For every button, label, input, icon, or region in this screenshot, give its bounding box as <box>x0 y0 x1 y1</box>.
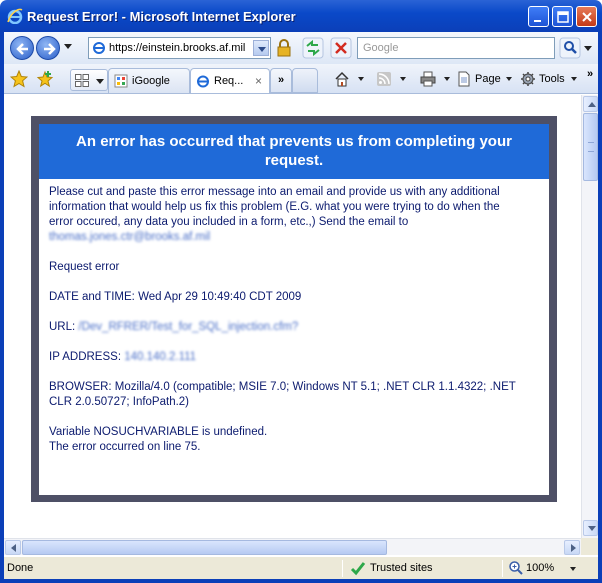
browser-line: CLR 2.0.50727; InfoPath.2) <box>49 396 190 408</box>
error-intro-line: information that would help us fix this problem (E.G. what you were trying to do when the <box>49 201 500 213</box>
datetime-value: Wed Apr 29 10:49:40 CDT 2009 <box>138 291 302 303</box>
status-text: Done <box>7 562 34 574</box>
search-icon[interactable] <box>559 37 581 59</box>
tab-list-dropdown[interactable] <box>96 79 104 84</box>
title-bar <box>0 0 602 32</box>
horizontal-scrollbar[interactable] <box>4 538 581 555</box>
stop-icon[interactable] <box>330 37 352 59</box>
url-row <box>49 320 298 335</box>
tab-label: iGoogle <box>132 75 170 87</box>
ip-row <box>49 350 196 365</box>
magnifier-icon <box>508 560 524 576</box>
igoogle-favicon-icon <box>114 74 128 88</box>
search-input[interactable] <box>357 37 555 59</box>
search-options-dropdown[interactable] <box>584 46 592 51</box>
tab-bar <box>4 64 598 94</box>
ip-label: IP ADDRESS: <box>49 351 122 363</box>
request-error-label: Request error <box>49 261 120 273</box>
error-body <box>39 179 549 495</box>
home-icon <box>334 71 350 87</box>
toolbar-overflow-button[interactable]: » <box>587 68 594 80</box>
scroll-left-button[interactable] <box>5 540 21 555</box>
minimize-button[interactable] <box>528 6 549 27</box>
arrow-down-icon <box>588 526 596 531</box>
lock-icon[interactable] <box>273 37 295 59</box>
address-url[interactable]: https://einstein.brooks.af.mil <box>109 42 246 54</box>
refresh-icon[interactable] <box>302 37 324 59</box>
url-label: URL: <box>49 321 76 333</box>
address-dropdown[interactable] <box>253 40 269 56</box>
back-button[interactable] <box>10 36 34 60</box>
tab-igoogle[interactable] <box>108 68 190 93</box>
arrow-left-icon <box>11 544 16 552</box>
error-panel <box>31 116 557 502</box>
error-intro-line: Please cut and paste this error message into an email and provide us with any additional <box>49 186 500 198</box>
minimize-icon <box>532 10 546 24</box>
close-icon <box>580 10 594 24</box>
vertical-scroll-thumb[interactable] <box>583 113 598 181</box>
search-placeholder: Google <box>363 42 399 54</box>
security-zone-label: Trusted sites <box>370 562 433 574</box>
maximize-button[interactable] <box>552 6 573 27</box>
ip-value: 140.140.2.111 <box>124 351 197 363</box>
home-dropdown[interactable] <box>358 77 364 81</box>
variable-message: Variable NOSUCHVARIABLE is undefined. <box>49 426 268 438</box>
tools-menu-label: Tools <box>539 73 565 85</box>
datetime-label: DATE and TIME: <box>49 291 135 303</box>
scroll-up-button[interactable] <box>583 96 598 112</box>
quick-tabs-icon <box>75 74 89 87</box>
feeds-dropdown[interactable] <box>400 77 406 81</box>
url-value: /Dev_RFRER/Test_for_SQL_injection.cfm? <box>78 321 299 333</box>
print-button[interactable] <box>420 71 450 89</box>
page-menu-label: Page <box>475 73 501 85</box>
page-menu-button[interactable] <box>456 71 516 89</box>
page-icon <box>92 41 106 55</box>
zoom-level: 100% <box>526 562 555 574</box>
status-divider <box>342 560 343 577</box>
quick-tabs-button[interactable] <box>70 69 108 91</box>
datetime-row <box>49 290 301 305</box>
print-dropdown[interactable] <box>444 77 450 81</box>
address-bar[interactable] <box>88 37 271 59</box>
page-icon <box>456 71 472 87</box>
arrow-right-icon <box>41 41 57 57</box>
scroll-down-button[interactable] <box>583 520 598 536</box>
error-line-info: The error occurred on line 75. <box>49 441 201 453</box>
navigation-bar <box>4 32 598 64</box>
vertical-scrollbar[interactable] <box>581 95 598 538</box>
status-divider <box>502 560 503 577</box>
page-dropdown[interactable] <box>506 77 512 81</box>
close-button[interactable] <box>576 6 597 27</box>
add-favorite-icon[interactable] <box>36 70 54 88</box>
window-title: Request Error! - Microsoft Internet Explorer <box>27 9 296 24</box>
internet-explorer-icon <box>7 8 23 24</box>
favorites-star-icon[interactable] <box>10 70 28 88</box>
scroll-right-button[interactable] <box>564 540 580 555</box>
arrow-up-icon <box>588 102 596 107</box>
checkmark-icon <box>350 560 366 576</box>
error-intro-line: error occured, any data you included in a form, etc.,) Send the email to <box>49 216 409 228</box>
new-tab-button[interactable] <box>292 68 318 93</box>
feeds-button[interactable] <box>376 71 406 89</box>
window-frame-right <box>598 32 602 583</box>
tools-dropdown[interactable] <box>571 77 577 81</box>
tab-overflow-button[interactable]: » <box>270 68 292 93</box>
maximize-icon <box>556 10 570 24</box>
scrollbar-corner <box>581 538 598 555</box>
support-email-link[interactable]: thomas.jones.ctr@brooks.af.mil <box>49 231 211 243</box>
tools-menu-button[interactable] <box>520 71 582 89</box>
browser-line: BROWSER: Mozilla/4.0 (compatible; MSIE 7.0; Windows NT 5.1; .NET CLR 1.1.4322; .NET <box>49 381 516 393</box>
error-heading: An error has occurred that prevents us from completing your request. <box>39 124 549 179</box>
gear-icon <box>520 71 536 87</box>
zoom-dropdown[interactable] <box>570 567 576 571</box>
arrow-right-icon <box>571 544 576 552</box>
tab-request-error[interactable] <box>190 68 270 93</box>
status-bar <box>4 556 598 579</box>
page-viewport <box>4 95 581 538</box>
forward-button[interactable] <box>36 36 60 60</box>
printer-icon <box>420 71 436 87</box>
rss-feed-icon <box>376 71 392 87</box>
arrow-left-icon <box>15 41 31 57</box>
internet-explorer-favicon-icon <box>196 74 210 88</box>
window-frame-bottom <box>0 579 602 583</box>
home-button[interactable] <box>334 71 364 89</box>
recent-pages-dropdown[interactable] <box>64 44 72 49</box>
tab-label: Req... <box>214 75 244 87</box>
tab-close-icon[interactable]: × <box>255 74 263 88</box>
horizontal-scroll-thumb[interactable] <box>22 540 387 555</box>
